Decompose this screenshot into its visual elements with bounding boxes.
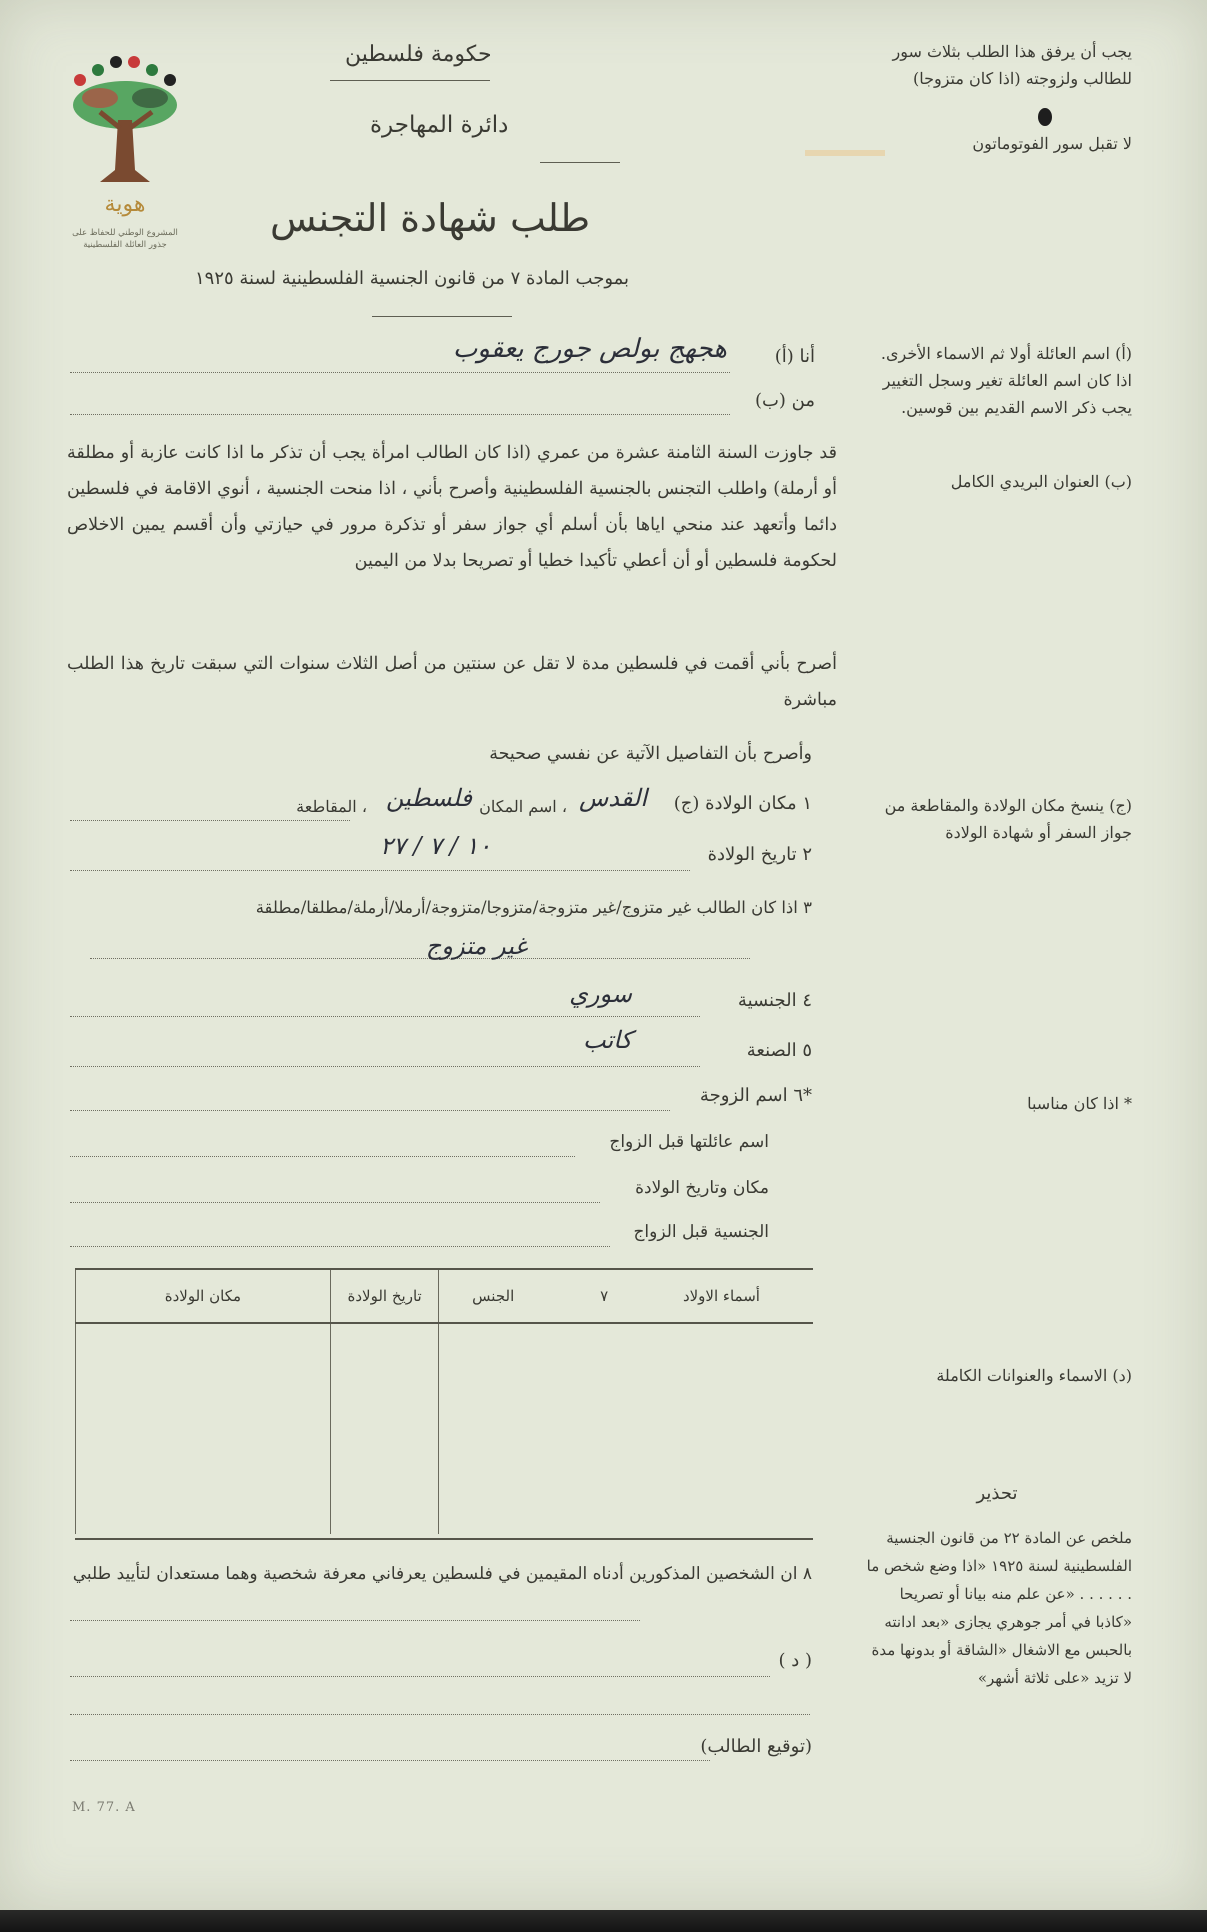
address-line <box>70 414 730 415</box>
marital-status-line <box>90 958 750 959</box>
occupation-line <box>70 1066 700 1067</box>
table-cell <box>330 1323 439 1534</box>
table-cell <box>439 1323 547 1534</box>
ink-blot <box>1038 108 1052 126</box>
signature-label: (توقيع الطالب) <box>700 1736 812 1757</box>
divider <box>372 316 512 317</box>
table-cell <box>76 1323 331 1534</box>
wife-birth-line <box>70 1202 600 1203</box>
table-header-row <box>76 1270 814 1323</box>
logo-tagline-1: المشروع الوطني للحفاظ على <box>72 228 178 238</box>
family-tree-icon <box>60 50 190 200</box>
department-heading: دائرة المهاجرة <box>370 112 509 138</box>
nationality-value: سوري <box>569 980 632 1008</box>
nationality-label: ٤ الجنسية <box>737 990 812 1011</box>
photo-note: يجب أن يرفق هذا الطلب بثلاث سور للطالب ولزوجته (اذا كان متزوجا) <box>892 42 1132 88</box>
address-label: من (ب) <box>754 390 815 411</box>
logo-name: هوية <box>104 192 146 217</box>
wife-family-line <box>70 1156 575 1157</box>
wife-name-line <box>70 1110 670 1111</box>
marital-status-label: ٣ اذا كان الطالب غير متزوج/غير متزوجة/متزوجا/متزوجة/أرملا/أرملة/مطلقا/مطلقة <box>255 898 812 917</box>
note-a: (أ) اسم العائلة أولا ثم الاسماء الأخرى. اذا كان اسم العائلة تغير وسجل التغيير يجب ذكر الاسم القديم بين قوسين. <box>880 344 1132 417</box>
birthdate-line <box>70 870 690 871</box>
district-label: ، المقاطعة <box>296 797 367 816</box>
note-d: (د) الاسماء والعنوانات الكاملة <box>936 1366 1132 1385</box>
birthdate-value: ١٠ / ٧ / ٢٧ <box>380 832 492 860</box>
particulars-text: وأصرح بأن التفاصيل الآتية عن نفسي صحيحة <box>489 744 812 764</box>
warning-title: تحذير <box>976 1483 1018 1504</box>
col-children-names <box>547 1270 813 1323</box>
applicant-label: أنا (أ) <box>774 346 815 367</box>
place-name-value: فلسطين <box>385 784 472 812</box>
residence-text: أصرح بأني أقمت في فلسطين مدة لا تقل عن سنتين من أصل الثلاث سنوات التي سبقت تاريخ هذا الطلب مباشرة <box>67 654 837 710</box>
note-optional: * اذا كان مناسبا <box>1027 1094 1132 1113</box>
tape-mark <box>805 150 885 156</box>
table-row <box>76 1323 814 1534</box>
photomaton-note: لا تقبل سور الفوتوماتون <box>972 134 1132 153</box>
note-c: (ج) ينسخ مكان الولادة والمقاطعة من جواز السفر أو شهادة الولادة <box>884 796 1132 842</box>
wife-name-label: *٦ اسم الزوجة <box>699 1085 812 1106</box>
children-table <box>75 1270 813 1534</box>
referee-line-1 <box>70 1676 770 1677</box>
occupation-label: ٥ الصنعة <box>746 1040 812 1061</box>
form-title: طلب شهادة التجنس <box>270 196 591 240</box>
birthplace-label: ١ مكان الولادة (ج) <box>673 793 812 814</box>
birthdate-label: ٢ تاريخ الولادة <box>707 844 812 865</box>
note-b: (ب) العنوان البريدي الكامل <box>950 472 1132 491</box>
table-bottom-rule <box>75 1538 813 1540</box>
wife-birth-label: مكان وتاريخ الولادة <box>635 1178 769 1198</box>
nationality-line <box>70 1016 700 1017</box>
logo-tagline-2: جذور العائلة الفلسطينية <box>83 240 167 250</box>
wife-family-label: اسم عائلتها قبل الزواج <box>609 1132 769 1152</box>
form-subtitle: بموجب المادة ٧ من قانون الجنسية الفلسطينية لسنة ١٩٢٥ <box>195 268 630 289</box>
applicant-name: هجهج بولص جورج يعقوب <box>452 334 727 364</box>
divider <box>540 162 620 163</box>
item7-number: ٧ <box>600 1287 609 1305</box>
applicant-line <box>70 372 730 373</box>
children-header: أسماء الاولاد <box>682 1287 760 1305</box>
referees-text: ٨ ان الشخصين المذكورين أدناه المقيمين في فلسطين يعرفاني معرفة شخصية وهما مستعدان لتأييد طلبي <box>72 1564 812 1584</box>
referees-line <box>70 1620 640 1621</box>
birthplace-value: القدس <box>578 784 647 812</box>
referee-line-2 <box>70 1714 810 1715</box>
marital-status-value: غير متزوج <box>425 932 527 960</box>
district-line <box>70 820 350 821</box>
wife-nationality-line <box>70 1246 610 1247</box>
divider <box>330 80 490 81</box>
col-sex: الجنس <box>439 1270 547 1323</box>
col-birthplace: مكان الولادة <box>76 1270 331 1323</box>
scan-edge <box>0 1910 1207 1932</box>
form-code: M. 77. A <box>72 1800 136 1815</box>
declaration-text: قد جاوزت السنة الثامنة عشرة من عمري (اذا كان الطالب امرأة يجب أن تذكر ما اذا كانت عازبة أو مطلقة أو أرملة) واطلب التجنس بالجنسية الفلسطينية وأصرح بأني ، اذا منحت الجنسية ، أنوي الاقامة في فلسطين دائما وأتعهد عند منحي اياها بأن أسلم أي جواز سفر أو تذكرة مرور في حيازتي وأن أقسم يمين الاخلاص لحكومة فلسطين أو أن أعطي تأكيدا خطيا أو تصريحا بدلا من اليمين <box>67 443 837 571</box>
warning-text: ملخص عن المادة ٢٢ من قانون الجنسية الفلسطينية لسنة ١٩٢٥ «اذا وضع شخص ما . . . . . . «عن علم منه بيانا أو تصريحا «كاذبا في أمر جوهري يجازى «بعد ادانته بالحبس مع الاشغال «الشاقة أو بدونها مدة لا تزيد «على ثلاثة أشهر» <box>866 1529 1132 1687</box>
government-heading: حكومة فلسطين <box>345 42 492 67</box>
referee-d-label: ( د ) <box>778 1650 812 1671</box>
col-birthdate: تاريخ الولادة <box>330 1270 439 1323</box>
wife-nationality-label: الجنسية قبل الزواج <box>633 1222 769 1242</box>
table-cell <box>547 1323 813 1534</box>
place-name-label: ، اسم المكان <box>479 797 567 816</box>
occupation-value: كاتب <box>583 1026 632 1054</box>
hawiya-logo <box>60 50 190 260</box>
signature-line <box>70 1760 710 1761</box>
